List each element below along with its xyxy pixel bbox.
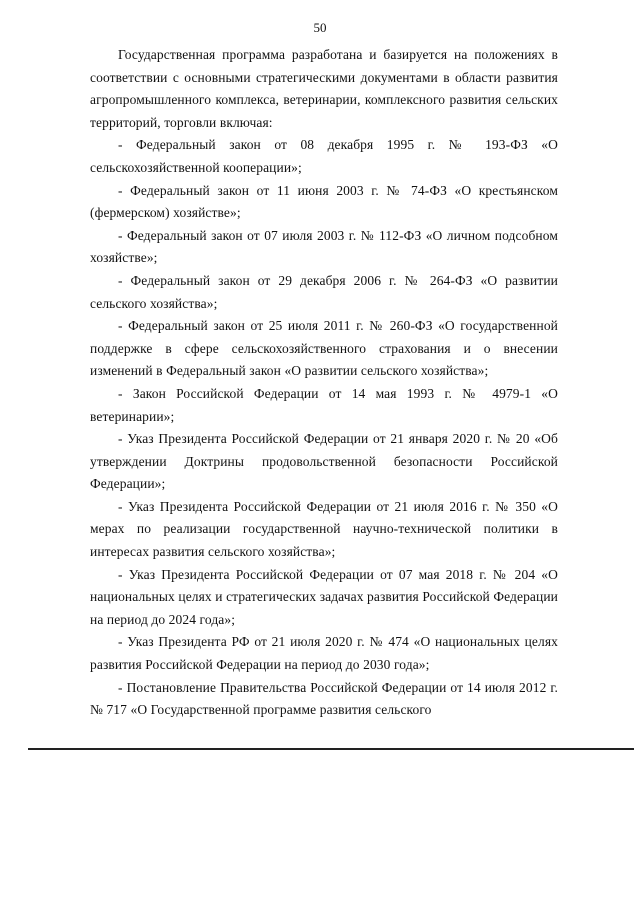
list-item: - Федеральный закон от 08 декабря 1995 г. № 193-ФЗ «О сельскохозяйственной кооперации»; [90,137,558,175]
page-number: 50 [313,20,327,35]
list-item: - Указ Президента Российской Федерации от 21 июля 2016 г. № 350 «О мерах по реализации государственной научно-технической политики в интересах развития сельского хозяйства»; [90,498,558,560]
list-item: - Федеральный закон от 07 июля 2003 г. № 112-ФЗ «О личном подсобном хозяйстве»; [90,227,558,266]
scan-edge-line [28,748,634,750]
list-item: - Закон Российской Федерации от 14 мая 1993 г. № 4979-1 «О ветеринарии»; [90,385,558,424]
list-item: - Указ Президента Российской Федерации от 21 января 2020 г. № 20 «Об утверждении Доктрины продовольственной безопасности Российской Федерации»; [90,431,558,492]
list-item: - Федеральный закон от 25 июля 2011 г. № 260-ФЗ «О государственной поддержке в сфере сельскохозяйственного страхования и о внесении изменений в Федеральный закон «О развитии сельского хозяйства»; [90,318,558,379]
list-item: - Указ Президента Российской Федерации от 07 мая 2018 г. № 204 «О национальных целях и стратегических задачах развития Российской Федерации на период до 2024 года»; [90,566,558,627]
list-item: - Федеральный закон от 29 декабря 2006 г. № 264-ФЗ «О развитии сельского хозяйства»; [90,272,558,311]
list-item: - Постановление Правительства Российской Федерации от 14 июля 2012 г. № 717 «О Государственной программе развития сельского [90,679,558,718]
list-item: - Указ Президента РФ от 21 июля 2020 г. № 474 «О национальных целях развития Российской Федерации на период до 2030 года»; [90,634,558,673]
document-body [90,44,558,722]
intro-paragraph: Государственная программа разработана и базируется на положениях в соответствии с основными стратегическими документами в области развития агропромышленного комплекса, ветеринарии, комплексного развития сельских территорий, торговли включая: [90,47,558,130]
list-item: - Федеральный закон от 11 июня 2003 г. № 74-ФЗ «О крестьянском (фермерском) хозяйстве»; [90,182,558,221]
